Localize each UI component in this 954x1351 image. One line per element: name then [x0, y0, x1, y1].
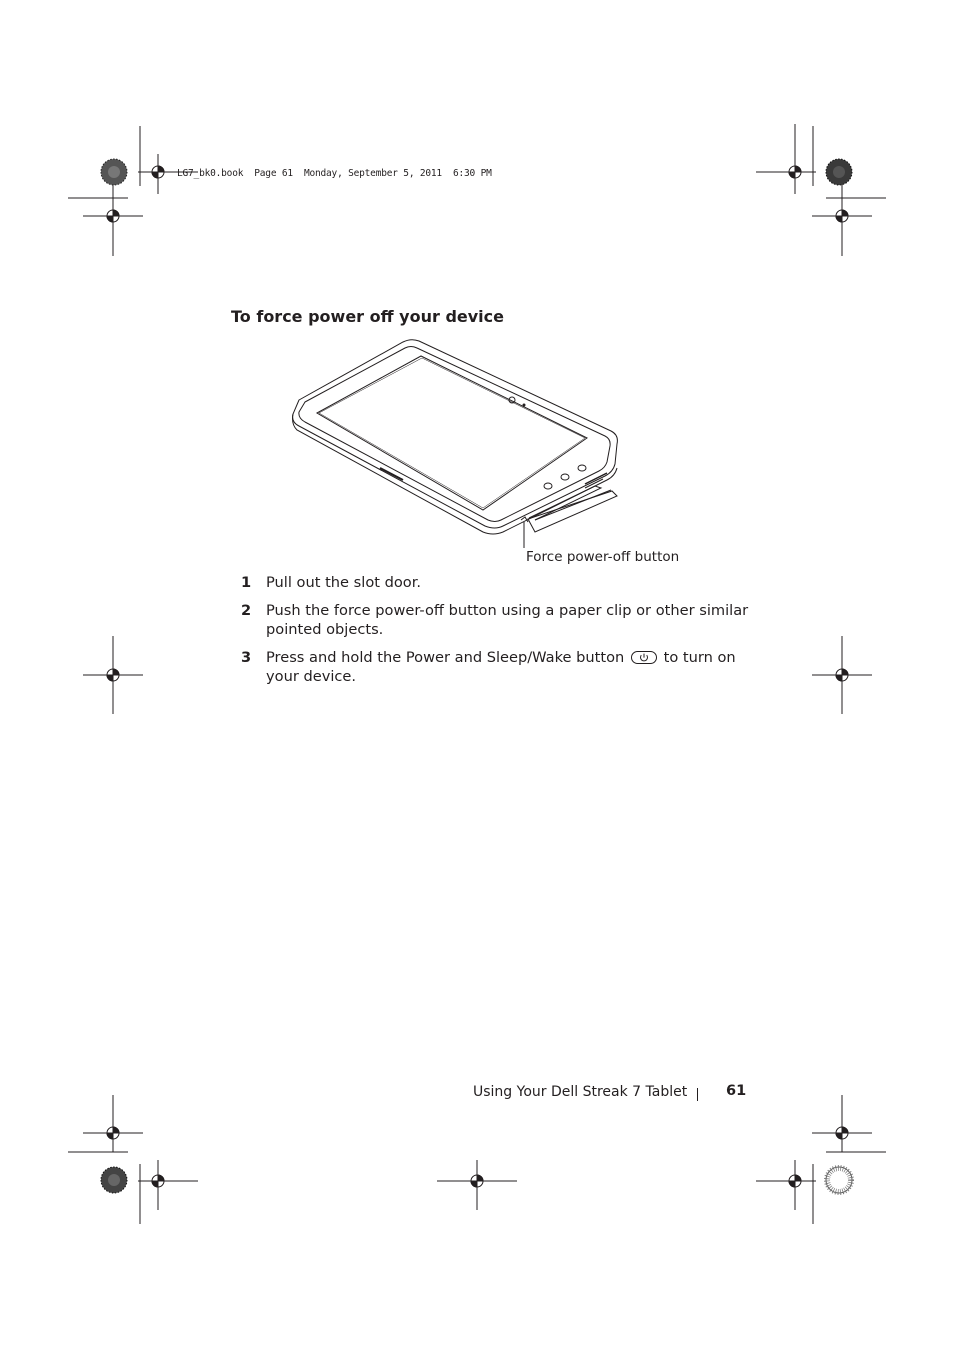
step-number: 2 — [241, 601, 252, 619]
list-item — [239, 648, 749, 687]
list-item — [239, 573, 749, 593]
section-heading: To force power off your device — [231, 307, 504, 326]
footer-title: Using Your Dell Streak 7 Tablet — [473, 1084, 688, 1100]
step-number: 3 — [241, 648, 252, 666]
callout-force-power-off-button: Force power-off button — [526, 549, 680, 565]
step-number: 1 — [241, 574, 252, 591]
list-item — [239, 601, 749, 640]
slug-line: LG7_bk0.book Page 61 Monday, September 5, 2011 6:30 PM — [177, 168, 492, 179]
step-text-before: Press and hold the Power and Sleep/Wake button — [266, 648, 625, 666]
tablet-illustration — [285, 336, 625, 551]
power-button-icon — [631, 651, 657, 664]
footer-divider — [697, 1088, 698, 1101]
page-number: 61 — [726, 1083, 747, 1099]
steps-list — [239, 573, 749, 695]
step-text: Push the force power-off button using a paper clip or other similar pointed objects. — [266, 601, 749, 638]
step-text: Pull out the slot door. — [266, 574, 422, 591]
step-text-after: to turn on your device. — [266, 648, 736, 685]
